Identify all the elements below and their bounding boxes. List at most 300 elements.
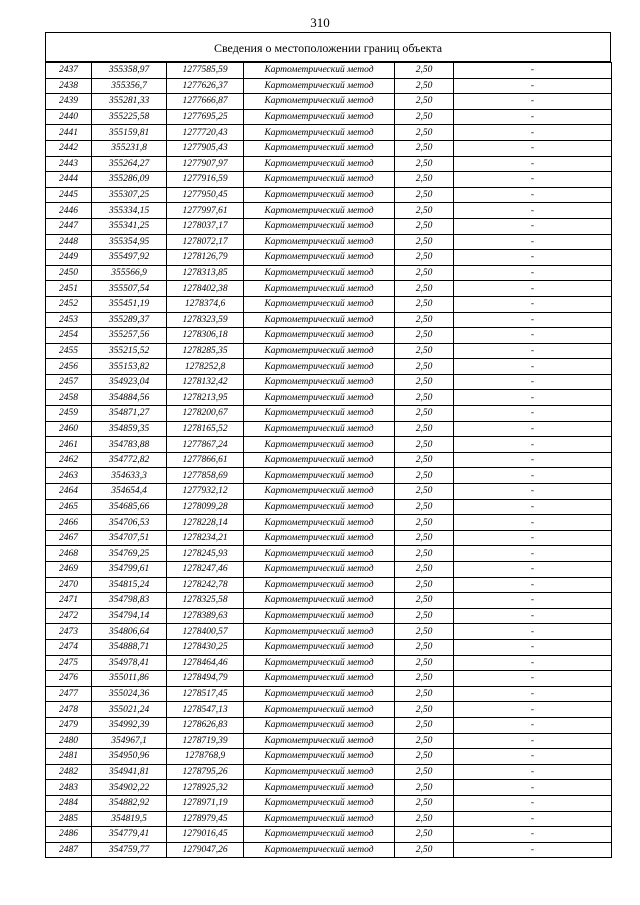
method-cell: Картометрический метод [244, 156, 395, 172]
description-cell: - [454, 343, 612, 359]
y-coordinate-cell: 1278925,32 [167, 780, 244, 796]
table-row [46, 499, 612, 515]
description-cell: - [454, 125, 612, 141]
accuracy-cell: 2,50 [395, 749, 454, 765]
description-cell: - [454, 218, 612, 234]
x-coordinate-cell: 355225,58 [92, 109, 167, 125]
point-number-cell: 2464 [46, 484, 92, 500]
description-cell: - [454, 593, 612, 609]
point-number-cell: 2484 [46, 795, 92, 811]
y-coordinate-cell: 1278213,95 [167, 390, 244, 406]
method-cell: Картометрический метод [244, 421, 395, 437]
table-row [46, 406, 612, 422]
x-coordinate-cell: 355215,52 [92, 343, 167, 359]
point-number-cell: 2461 [46, 437, 92, 453]
accuracy-cell: 2,50 [395, 452, 454, 468]
point-number-cell: 2471 [46, 593, 92, 609]
y-coordinate-cell: 1278200,67 [167, 406, 244, 422]
y-coordinate-cell: 1278374,6 [167, 296, 244, 312]
point-number-cell: 2441 [46, 125, 92, 141]
method-cell: Картометрический метод [244, 406, 395, 422]
accuracy-cell: 2,50 [395, 172, 454, 188]
y-coordinate-cell: 1278400,57 [167, 624, 244, 640]
point-number-cell: 2479 [46, 717, 92, 733]
y-coordinate-cell: 1278430,25 [167, 639, 244, 655]
method-cell: Картометрический метод [244, 140, 395, 156]
accuracy-cell: 2,50 [395, 546, 454, 562]
description-cell: - [454, 608, 612, 624]
method-cell: Картометрический метод [244, 452, 395, 468]
point-number-cell: 2467 [46, 530, 92, 546]
accuracy-cell: 2,50 [395, 374, 454, 390]
point-number-cell: 2472 [46, 608, 92, 624]
description-cell: - [454, 452, 612, 468]
point-number-cell: 2457 [46, 374, 92, 390]
boundary-table-frame [45, 32, 611, 858]
description-cell: - [454, 562, 612, 578]
description-cell: - [454, 94, 612, 110]
x-coordinate-cell: 354871,27 [92, 406, 167, 422]
description-cell: - [454, 203, 612, 219]
point-number-cell: 2469 [46, 562, 92, 578]
method-cell: Картометрический метод [244, 639, 395, 655]
point-number-cell: 2476 [46, 671, 92, 687]
accuracy-cell: 2,50 [395, 109, 454, 125]
method-cell: Картометрический метод [244, 187, 395, 203]
accuracy-cell: 2,50 [395, 265, 454, 281]
table-row [46, 281, 612, 297]
method-cell: Картометрический метод [244, 717, 395, 733]
description-cell: - [454, 250, 612, 266]
description-cell: - [454, 515, 612, 531]
point-number-cell: 2452 [46, 296, 92, 312]
accuracy-cell: 2,50 [395, 125, 454, 141]
method-cell: Картометрический метод [244, 343, 395, 359]
method-cell: Картометрический метод [244, 265, 395, 281]
point-number-cell: 2444 [46, 172, 92, 188]
point-number-cell: 2485 [46, 811, 92, 827]
x-coordinate-cell: 354759,77 [92, 842, 167, 858]
y-coordinate-cell: 1278165,52 [167, 421, 244, 437]
method-cell: Картометрический метод [244, 702, 395, 718]
y-coordinate-cell: 1277585,59 [167, 63, 244, 79]
accuracy-cell: 2,50 [395, 780, 454, 796]
y-coordinate-cell: 1277916,59 [167, 172, 244, 188]
accuracy-cell: 2,50 [395, 468, 454, 484]
accuracy-cell: 2,50 [395, 811, 454, 827]
x-coordinate-cell: 355286,09 [92, 172, 167, 188]
table-row [46, 608, 612, 624]
table-row [46, 639, 612, 655]
description-cell: - [454, 671, 612, 687]
accuracy-cell: 2,50 [395, 328, 454, 344]
description-cell: - [454, 811, 612, 827]
point-number-cell: 2480 [46, 733, 92, 749]
table-row [46, 359, 612, 375]
y-coordinate-cell: 1279016,45 [167, 827, 244, 843]
table-row [46, 234, 612, 250]
point-number-cell: 2458 [46, 390, 92, 406]
description-cell: - [454, 78, 612, 94]
y-coordinate-cell: 1278547,13 [167, 702, 244, 718]
table-row [46, 452, 612, 468]
method-cell: Картометрический метод [244, 390, 395, 406]
x-coordinate-cell: 355356,7 [92, 78, 167, 94]
description-cell: - [454, 577, 612, 593]
method-cell: Картометрический метод [244, 827, 395, 843]
point-number-cell: 2448 [46, 234, 92, 250]
point-number-cell: 2463 [46, 468, 92, 484]
description-cell: - [454, 499, 612, 515]
y-coordinate-cell: 1278132,42 [167, 374, 244, 390]
accuracy-cell: 2,50 [395, 312, 454, 328]
description-cell: - [454, 156, 612, 172]
y-coordinate-cell: 1278037,17 [167, 218, 244, 234]
accuracy-cell: 2,50 [395, 702, 454, 718]
x-coordinate-cell: 354799,61 [92, 562, 167, 578]
table-row [46, 811, 612, 827]
method-cell: Картометрический метод [244, 250, 395, 266]
coordinates-table [45, 62, 612, 858]
description-cell: - [454, 717, 612, 733]
point-number-cell: 2445 [46, 187, 92, 203]
accuracy-cell: 2,50 [395, 515, 454, 531]
table-row [46, 717, 612, 733]
description-cell: - [454, 827, 612, 843]
accuracy-cell: 2,50 [395, 140, 454, 156]
method-cell: Картометрический метод [244, 78, 395, 94]
table-row [46, 686, 612, 702]
method-cell: Картометрический метод [244, 94, 395, 110]
description-cell: - [454, 842, 612, 858]
y-coordinate-cell: 1278247,46 [167, 562, 244, 578]
table-row [46, 827, 612, 843]
x-coordinate-cell: 355024,36 [92, 686, 167, 702]
method-cell: Картометрический метод [244, 593, 395, 609]
method-cell: Картометрический метод [244, 530, 395, 546]
table-row [46, 109, 612, 125]
x-coordinate-cell: 355307,25 [92, 187, 167, 203]
table-row [46, 437, 612, 453]
point-number-cell: 2483 [46, 780, 92, 796]
description-cell: - [454, 780, 612, 796]
x-coordinate-cell: 355153,82 [92, 359, 167, 375]
method-cell: Картометрический метод [244, 359, 395, 375]
method-cell: Картометрический метод [244, 780, 395, 796]
y-coordinate-cell: 1278306,18 [167, 328, 244, 344]
page-number: 310 [310, 15, 330, 30]
x-coordinate-cell: 355334,15 [92, 203, 167, 219]
method-cell: Картометрический метод [244, 546, 395, 562]
x-coordinate-cell: 355289,37 [92, 312, 167, 328]
point-number-cell: 2446 [46, 203, 92, 219]
point-number-cell: 2450 [46, 265, 92, 281]
y-coordinate-cell: 1278313,85 [167, 265, 244, 281]
x-coordinate-cell: 355264,27 [92, 156, 167, 172]
accuracy-cell: 2,50 [395, 296, 454, 312]
y-coordinate-cell: 1277858,69 [167, 468, 244, 484]
x-coordinate-cell: 354884,56 [92, 390, 167, 406]
method-cell: Картометрический метод [244, 63, 395, 79]
y-coordinate-cell: 1278099,28 [167, 499, 244, 515]
x-coordinate-cell: 354783,88 [92, 437, 167, 453]
table-row [46, 764, 612, 780]
accuracy-cell: 2,50 [395, 250, 454, 266]
point-number-cell: 2456 [46, 359, 92, 375]
y-coordinate-cell: 1278464,46 [167, 655, 244, 671]
coordinates-table-body [46, 63, 612, 858]
x-coordinate-cell: 355021,24 [92, 702, 167, 718]
point-number-cell: 2439 [46, 94, 92, 110]
method-cell: Картометрический метод [244, 374, 395, 390]
accuracy-cell: 2,50 [395, 764, 454, 780]
table-row [46, 515, 612, 531]
y-coordinate-cell: 1277905,43 [167, 140, 244, 156]
y-coordinate-cell: 1277997,61 [167, 203, 244, 219]
y-coordinate-cell: 1279047,26 [167, 842, 244, 858]
y-coordinate-cell: 1277720,43 [167, 125, 244, 141]
x-coordinate-cell: 354882,92 [92, 795, 167, 811]
x-coordinate-cell: 354941,81 [92, 764, 167, 780]
accuracy-cell: 2,50 [395, 78, 454, 94]
method-cell: Картометрический метод [244, 203, 395, 219]
point-number-cell: 2437 [46, 63, 92, 79]
method-cell: Картометрический метод [244, 608, 395, 624]
y-coordinate-cell: 1277695,25 [167, 109, 244, 125]
table-row [46, 312, 612, 328]
method-cell: Картометрический метод [244, 234, 395, 250]
point-number-cell: 2438 [46, 78, 92, 94]
accuracy-cell: 2,50 [395, 343, 454, 359]
table-row [46, 63, 612, 79]
x-coordinate-cell: 355159,81 [92, 125, 167, 141]
description-cell: - [454, 764, 612, 780]
accuracy-cell: 2,50 [395, 827, 454, 843]
y-coordinate-cell: 1277867,24 [167, 437, 244, 453]
y-coordinate-cell: 1278252,8 [167, 359, 244, 375]
accuracy-cell: 2,50 [395, 686, 454, 702]
description-cell: - [454, 265, 612, 281]
table-row [46, 702, 612, 718]
table-row [46, 546, 612, 562]
table-row [46, 187, 612, 203]
y-coordinate-cell: 1277626,37 [167, 78, 244, 94]
accuracy-cell: 2,50 [395, 156, 454, 172]
x-coordinate-cell: 354950,96 [92, 749, 167, 765]
description-cell: - [454, 733, 612, 749]
y-coordinate-cell: 1277907,97 [167, 156, 244, 172]
method-cell: Картометрический метод [244, 484, 395, 500]
accuracy-cell: 2,50 [395, 593, 454, 609]
description-cell: - [454, 749, 612, 765]
accuracy-cell: 2,50 [395, 733, 454, 749]
accuracy-cell: 2,50 [395, 608, 454, 624]
y-coordinate-cell: 1278323,59 [167, 312, 244, 328]
point-number-cell: 2470 [46, 577, 92, 593]
table-row [46, 125, 612, 141]
method-cell: Картометрический метод [244, 328, 395, 344]
y-coordinate-cell: 1278626,83 [167, 717, 244, 733]
point-number-cell: 2460 [46, 421, 92, 437]
accuracy-cell: 2,50 [395, 655, 454, 671]
accuracy-cell: 2,50 [395, 530, 454, 546]
point-number-cell: 2473 [46, 624, 92, 640]
table-title: Сведения о местоположении границ объекта [45, 32, 611, 62]
point-number-cell: 2451 [46, 281, 92, 297]
accuracy-cell: 2,50 [395, 359, 454, 375]
x-coordinate-cell: 355507,54 [92, 281, 167, 297]
point-number-cell: 2468 [46, 546, 92, 562]
accuracy-cell: 2,50 [395, 577, 454, 593]
accuracy-cell: 2,50 [395, 390, 454, 406]
x-coordinate-cell: 354706,53 [92, 515, 167, 531]
table-row [46, 749, 612, 765]
table-row [46, 577, 612, 593]
method-cell: Картометрический метод [244, 562, 395, 578]
point-number-cell: 2487 [46, 842, 92, 858]
description-cell: - [454, 437, 612, 453]
description-cell: - [454, 63, 612, 79]
x-coordinate-cell: 354707,51 [92, 530, 167, 546]
method-cell: Картометрический метод [244, 655, 395, 671]
description-cell: - [454, 234, 612, 250]
y-coordinate-cell: 1278242,78 [167, 577, 244, 593]
description-cell: - [454, 187, 612, 203]
method-cell: Картометрический метод [244, 686, 395, 702]
y-coordinate-cell: 1277666,87 [167, 94, 244, 110]
method-cell: Картометрический метод [244, 515, 395, 531]
table-row [46, 733, 612, 749]
point-number-cell: 2443 [46, 156, 92, 172]
x-coordinate-cell: 354902,22 [92, 780, 167, 796]
x-coordinate-cell: 354798,83 [92, 593, 167, 609]
method-cell: Картометрический метод [244, 624, 395, 640]
x-coordinate-cell: 354819,5 [92, 811, 167, 827]
accuracy-cell: 2,50 [395, 281, 454, 297]
table-row [46, 374, 612, 390]
table-row [46, 593, 612, 609]
description-cell: - [454, 686, 612, 702]
accuracy-cell: 2,50 [395, 94, 454, 110]
x-coordinate-cell: 354779,41 [92, 827, 167, 843]
method-cell: Картометрический метод [244, 733, 395, 749]
description-cell: - [454, 359, 612, 375]
table-row [46, 842, 612, 858]
method-cell: Картометрический метод [244, 764, 395, 780]
x-coordinate-cell: 355566,9 [92, 265, 167, 281]
table-row [46, 562, 612, 578]
method-cell: Картометрический метод [244, 218, 395, 234]
method-cell: Картометрический метод [244, 468, 395, 484]
x-coordinate-cell: 354633,3 [92, 468, 167, 484]
x-coordinate-cell: 355497,92 [92, 250, 167, 266]
x-coordinate-cell: 354923,04 [92, 374, 167, 390]
accuracy-cell: 2,50 [395, 795, 454, 811]
x-coordinate-cell: 354769,25 [92, 546, 167, 562]
description-cell: - [454, 655, 612, 671]
table-row [46, 468, 612, 484]
table-row [46, 218, 612, 234]
accuracy-cell: 2,50 [395, 717, 454, 733]
y-coordinate-cell: 1277950,45 [167, 187, 244, 203]
point-number-cell: 2440 [46, 109, 92, 125]
table-row [46, 343, 612, 359]
accuracy-cell: 2,50 [395, 624, 454, 640]
y-coordinate-cell: 1278285,35 [167, 343, 244, 359]
point-number-cell: 2447 [46, 218, 92, 234]
method-cell: Картометрический метод [244, 109, 395, 125]
table-row [46, 140, 612, 156]
table-row [46, 624, 612, 640]
description-cell: - [454, 484, 612, 500]
x-coordinate-cell: 355231,8 [92, 140, 167, 156]
x-coordinate-cell: 355354,95 [92, 234, 167, 250]
accuracy-cell: 2,50 [395, 484, 454, 500]
x-coordinate-cell: 354772,82 [92, 452, 167, 468]
point-number-cell: 2481 [46, 749, 92, 765]
accuracy-cell: 2,50 [395, 218, 454, 234]
y-coordinate-cell: 1277932,12 [167, 484, 244, 500]
point-number-cell: 2455 [46, 343, 92, 359]
method-cell: Картометрический метод [244, 842, 395, 858]
method-cell: Картометрический метод [244, 795, 395, 811]
description-cell: - [454, 421, 612, 437]
accuracy-cell: 2,50 [395, 406, 454, 422]
x-coordinate-cell: 354888,71 [92, 639, 167, 655]
method-cell: Картометрический метод [244, 437, 395, 453]
table-row [46, 94, 612, 110]
accuracy-cell: 2,50 [395, 203, 454, 219]
y-coordinate-cell: 1278234,21 [167, 530, 244, 546]
table-row [46, 265, 612, 281]
point-number-cell: 2442 [46, 140, 92, 156]
x-coordinate-cell: 354992,39 [92, 717, 167, 733]
point-number-cell: 2449 [46, 250, 92, 266]
y-coordinate-cell: 1278719,39 [167, 733, 244, 749]
table-row [46, 250, 612, 266]
description-cell: - [454, 140, 612, 156]
point-number-cell: 2474 [46, 639, 92, 655]
point-number-cell: 2486 [46, 827, 92, 843]
y-coordinate-cell: 1278971,19 [167, 795, 244, 811]
y-coordinate-cell: 1278402,38 [167, 281, 244, 297]
x-coordinate-cell: 354685,66 [92, 499, 167, 515]
x-coordinate-cell: 355011,86 [92, 671, 167, 687]
table-row [46, 655, 612, 671]
method-cell: Картометрический метод [244, 296, 395, 312]
table-row [46, 203, 612, 219]
description-cell: - [454, 639, 612, 655]
accuracy-cell: 2,50 [395, 421, 454, 437]
table-row [46, 484, 612, 500]
accuracy-cell: 2,50 [395, 63, 454, 79]
point-number-cell: 2477 [46, 686, 92, 702]
x-coordinate-cell: 354978,41 [92, 655, 167, 671]
method-cell: Картометрический метод [244, 125, 395, 141]
x-coordinate-cell: 354794,14 [92, 608, 167, 624]
description-cell: - [454, 795, 612, 811]
y-coordinate-cell: 1278245,93 [167, 546, 244, 562]
table-row [46, 780, 612, 796]
description-cell: - [454, 328, 612, 344]
y-coordinate-cell: 1278228,14 [167, 515, 244, 531]
description-cell: - [454, 109, 612, 125]
x-coordinate-cell: 355341,25 [92, 218, 167, 234]
description-cell: - [454, 390, 612, 406]
table-row [46, 172, 612, 188]
method-cell: Картометрический метод [244, 671, 395, 687]
method-cell: Картометрический метод [244, 749, 395, 765]
